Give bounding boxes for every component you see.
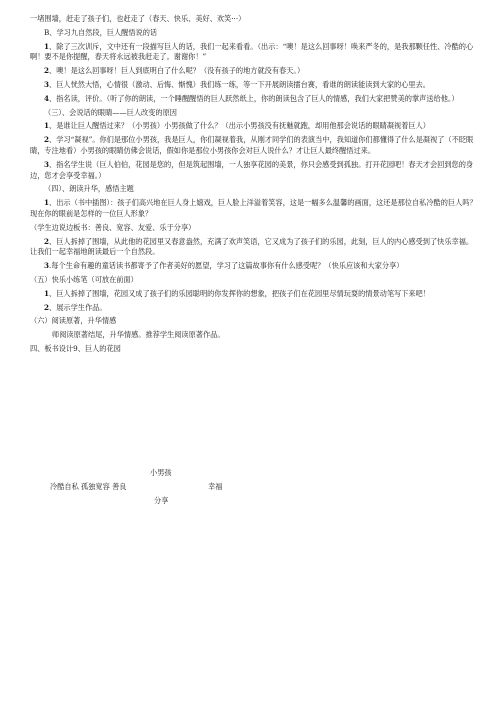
item-text: 、巨人拆掉了围墙，从此他的花园里又春意盎然，充满了欢声笑语，它又成为了孩子们的乐园，此刻，巨人的内心感受到了快乐幸福。让我们一起幸福地朗读最后一个自然段。 xyxy=(30,236,474,257)
board-design xyxy=(30,468,478,528)
section-6-text: 师阅读原著结尾，升华情感。推荐学生阅读原著作品。 xyxy=(52,330,225,340)
item-4-3 xyxy=(30,261,478,272)
item-text: 、展示学生作品。 xyxy=(49,302,107,312)
item-text: 、噢！是这么回事呀！巨人到底明白了什么呢？（没有孩子的地方就没有春天。） xyxy=(49,66,305,76)
item-number: 3 xyxy=(44,159,50,169)
item-text: 、指名学生说（巨人伯伯，花园是您的，但是筑起围墙，一人独享花园的美景，你只会感受到孤独。打开花园吧！春天才会回到您的身边，您才会享受幸福。） xyxy=(30,159,474,180)
section-3-title: （三）、会说话的眼睛——巨人改变的原因 xyxy=(44,107,177,117)
item-b-1 xyxy=(30,42,478,64)
board-note: （学生边说边板书：善良、宽容、友爱、乐于分享） xyxy=(30,222,196,232)
item-text: 、学习“凝视”。你们是那位小男孩，我是巨人，你们凝视着我，从刚才同学们的表演当中，我知道你们都懂得了什么是凝视了（不眨眼睛，专注地看）小男孩的眼睛仿佛会说话，假如你是那位小男孩你会对巨人说什么？才让巨人最终醒悟过来。 xyxy=(30,135,474,155)
item-3-1 xyxy=(30,121,478,132)
item-text: 、巨人恍然大悟，心情很（激动、后悔、惭愧）我们练一练，等一下开展朗读擂台赛，看谁的朗读能读到大家的心里去。 xyxy=(49,79,430,89)
item-number: 1 xyxy=(44,198,50,208)
item-number: 2 xyxy=(44,66,50,76)
board-top: 小男孩 xyxy=(150,468,172,477)
item-text: 、指名读，评价。（听了你的朗读，一个睡醒醒悟的巨人跃然纸上，你的朗读包含了巨人的情感，我们大家把赞美的掌声送给他。） xyxy=(49,93,459,103)
board-left: 冷酷自私 孤独宽容 善良 xyxy=(50,482,127,491)
item-text: 、除了三次训斥，文中还有一段描写巨人的话，我们一起来看看。（出示：“噢！是这么回事呀！唤来严冬的，是我那颗任性、冷酷的心啊！要不是你提醒，春天将永远被我赶走了。谢谢你！” xyxy=(30,41,474,62)
item-number: 3 xyxy=(44,261,50,271)
item-text: 、巨人拆掉了围墙，花园又成了孩子们的乐园聪明的你发挥你的想象，把孩子们在花园里尽情玩耍的情景动笔写下来吧！ xyxy=(49,288,430,298)
item-number: 3 xyxy=(44,79,50,89)
heading-b: B、学习九自然段，巨人醒悟说的话 xyxy=(44,27,158,37)
item-5-1 xyxy=(30,289,478,300)
item-3-2 xyxy=(30,135,478,157)
item-4-1 xyxy=(30,198,478,220)
item-number: 1 xyxy=(44,288,50,298)
line-1: 一堵围墙，赶走了孩子们，也赶走了（春天、快乐、美好、欢笑···） xyxy=(30,14,246,23)
item-3-3 xyxy=(30,160,478,182)
item-number: 2 xyxy=(44,236,50,246)
section-5-title: （五）快乐小练笔（可放在前面） xyxy=(30,274,138,284)
item-number: 2 xyxy=(44,135,50,145)
board-bottom: 分享 xyxy=(154,496,169,505)
board-design-title: 四、板书设计9、巨人的花园 xyxy=(30,343,121,353)
item-4-2 xyxy=(30,237,478,259)
document-body xyxy=(30,14,478,358)
section-6-title: （六）阅读原著，升华情感 xyxy=(30,316,117,326)
section-4-title: （四）、朗读升华，感悟主题 xyxy=(44,184,134,194)
item-b-2 xyxy=(30,66,478,77)
item-text: .每个生命有趣的童话读书都寄予了作者美好的愿望，学习了这篇故事你有什么感受呢？（快乐应该和大家分享） xyxy=(49,261,404,271)
item-text: 、是谁让巨人醒悟过来？（小男孩）小男孩做了什么？（出示小男孩没有抚魅就跑，却用他那会说话的眼睛凝视着巨人） xyxy=(49,121,430,131)
item-5-2 xyxy=(30,303,478,314)
item-number: 2 xyxy=(44,302,50,312)
item-number: 1 xyxy=(44,121,50,131)
item-text: 、出示（书中插图）：孩子们高兴地在巨人身上嬉戏，巨人脸上洋溢着笑容，这是一幅多么温馨的画面，这还是那位自私冷酷的巨人吗？现在你的眼前是怎样的一位巨人形象？ xyxy=(30,198,477,218)
board-right: 幸福 xyxy=(208,482,223,491)
item-number: 1 xyxy=(44,41,50,51)
item-b-3 xyxy=(30,80,478,91)
item-number: 4 xyxy=(44,93,50,103)
item-b-4 xyxy=(30,94,478,105)
